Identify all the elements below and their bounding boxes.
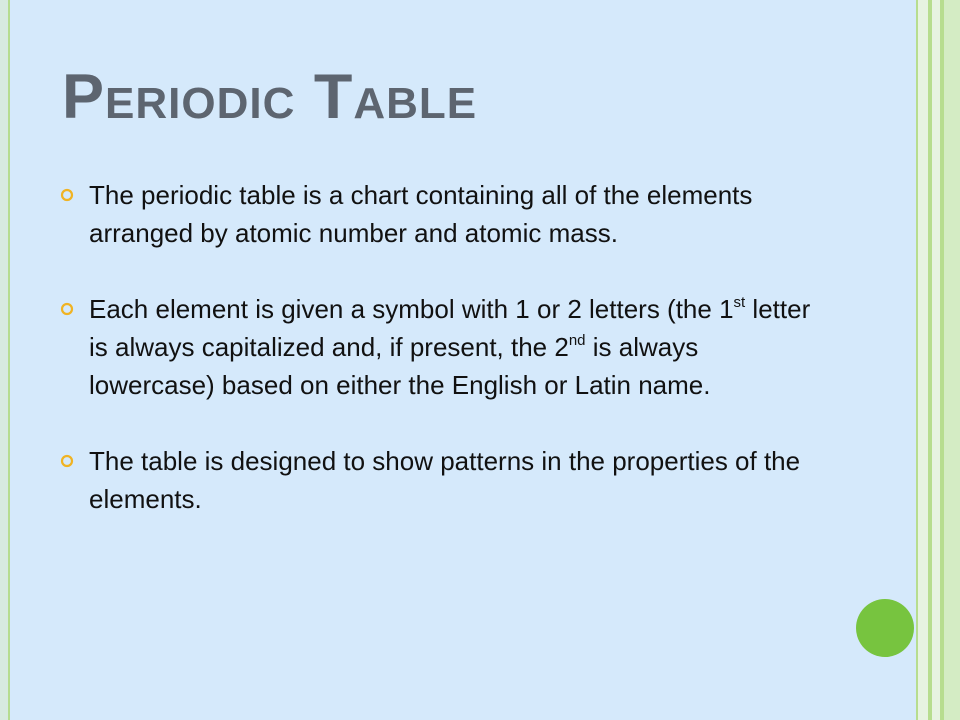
bullet-text: The periodic table is a chart containing all of the elements arranged by atomic number and atomic mass. <box>89 180 753 248</box>
bullet-text: The table is designed to show patterns in the properties of the elements. <box>89 446 801 514</box>
bullet-text-part: Each element is given a symbol with 1 or 2 letters (the 1 <box>89 294 734 324</box>
left-border-decoration <box>0 0 10 720</box>
ordinal-superscript: nd <box>568 332 586 349</box>
bullet-item <box>58 176 818 252</box>
ordinal-superscript: st <box>733 294 746 311</box>
ring-bullet-icon <box>60 188 74 202</box>
green-circle-decoration <box>856 599 914 657</box>
bullet-item <box>58 290 818 404</box>
bullet-list <box>58 176 818 518</box>
stripe <box>944 0 960 720</box>
stripe <box>918 0 928 720</box>
bullet-text-part: is always lowercase) based on either the English or Latin name. <box>89 332 711 400</box>
bullet-text <box>89 294 810 400</box>
stripe <box>932 0 940 720</box>
ring-bullet-icon <box>60 454 74 468</box>
ring-bullet-icon <box>60 302 74 316</box>
bullet-text-part: letter is always capitalized and, if present, the 2 <box>89 294 811 362</box>
slide-title: Periodic Table <box>62 62 478 132</box>
bullet-item <box>58 442 818 518</box>
right-stripe-decoration <box>916 0 960 720</box>
